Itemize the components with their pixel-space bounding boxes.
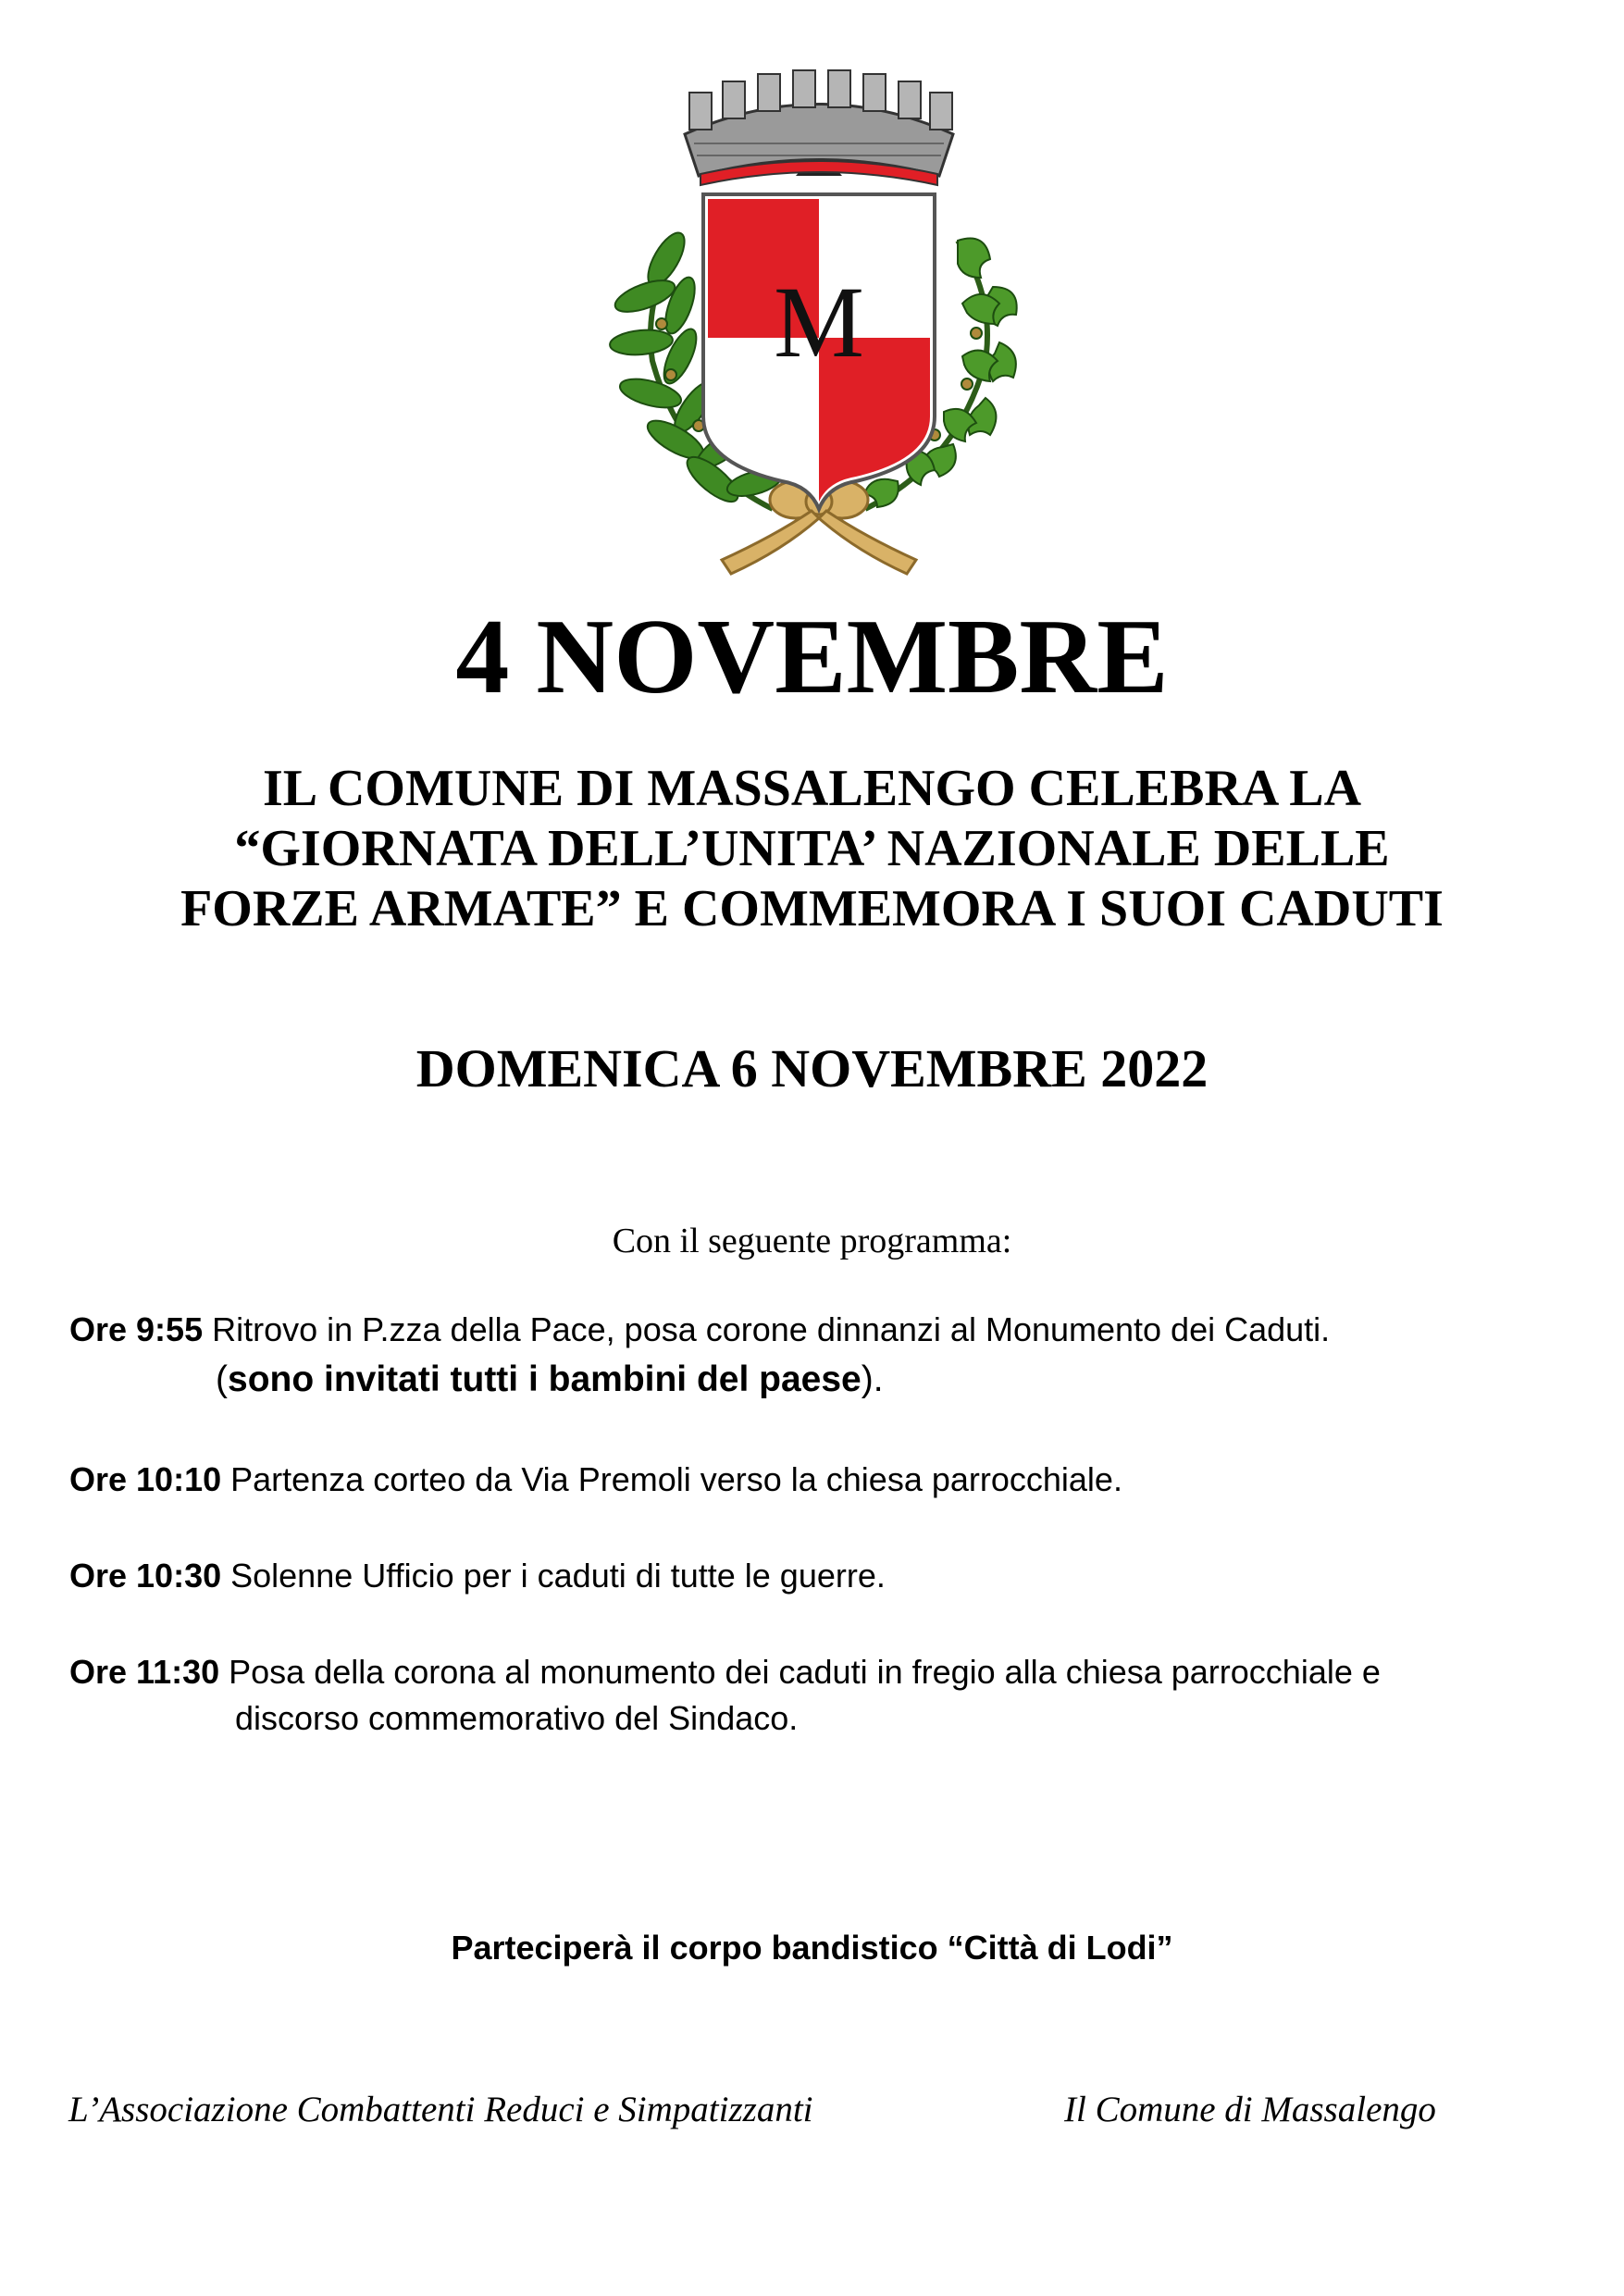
program-time: Ore 10:30 [69, 1557, 222, 1595]
event-date: DOMENICA 6 NOVEMBRE 2022 [415, 1038, 1209, 1098]
program-note [69, 1357, 1568, 1403]
headline-line-2: “GIORNATA DELL’UNITA’ NAZIONALE DELLE [234, 820, 1390, 877]
band-note: Parteciperà il corpo bandistico “Città di Lodi” [451, 1929, 1173, 1967]
program-text: Ritrovo in P.zza della Pace, posa corone dinnanzi al Monumento dei Caduti. [212, 1310, 1331, 1348]
program-text: Posa della corona al monumento dei caduti in fregio alla chiesa parrocchiale e [229, 1653, 1381, 1691]
program-intro: Con il seguente programma: [612, 1222, 1012, 1260]
signature-association: L’Associazione Combattenti Reduci e Simpatizzanti [68, 2090, 813, 2129]
note-open: ( [216, 1359, 228, 1399]
mural-crown-icon [685, 70, 953, 185]
headline-line-3: FORZE ARMATE” E COMMEMORA I SUOI CADUTI [180, 880, 1444, 937]
shield-icon [703, 194, 935, 509]
headline [0, 759, 1624, 939]
program-text-continuation: discorso commemorativo del Sindaco. [235, 1699, 799, 1737]
program-text: Partenza corteo da Via Premoli verso la chiesa parrocchiale. [230, 1460, 1122, 1498]
coat-of-arms-icon [541, 56, 1097, 602]
page-title: 4 NOVEMBRE [455, 598, 1169, 716]
note-close: ). [861, 1359, 884, 1399]
program-time: Ore 9:55 [69, 1310, 204, 1348]
program-text: Solenne Ufficio per i caduti di tutte le guerre. [230, 1557, 886, 1595]
program-time: Ore 10:10 [69, 1460, 222, 1498]
program-item [69, 1553, 1568, 1599]
program-time: Ore 11:30 [69, 1653, 220, 1691]
shield-letter: M [774, 266, 864, 379]
program-item [69, 1307, 1568, 1403]
program-item [69, 1649, 1568, 1742]
headline-line-1: IL COMUNE DI MASSALENGO CELEBRA LA [262, 760, 1362, 817]
program-item [69, 1457, 1568, 1503]
note-bold-text: sono invitati tutti i bambini del paese [228, 1359, 862, 1399]
signature-municipality: Il Comune di Massalengo [1064, 2090, 1436, 2129]
